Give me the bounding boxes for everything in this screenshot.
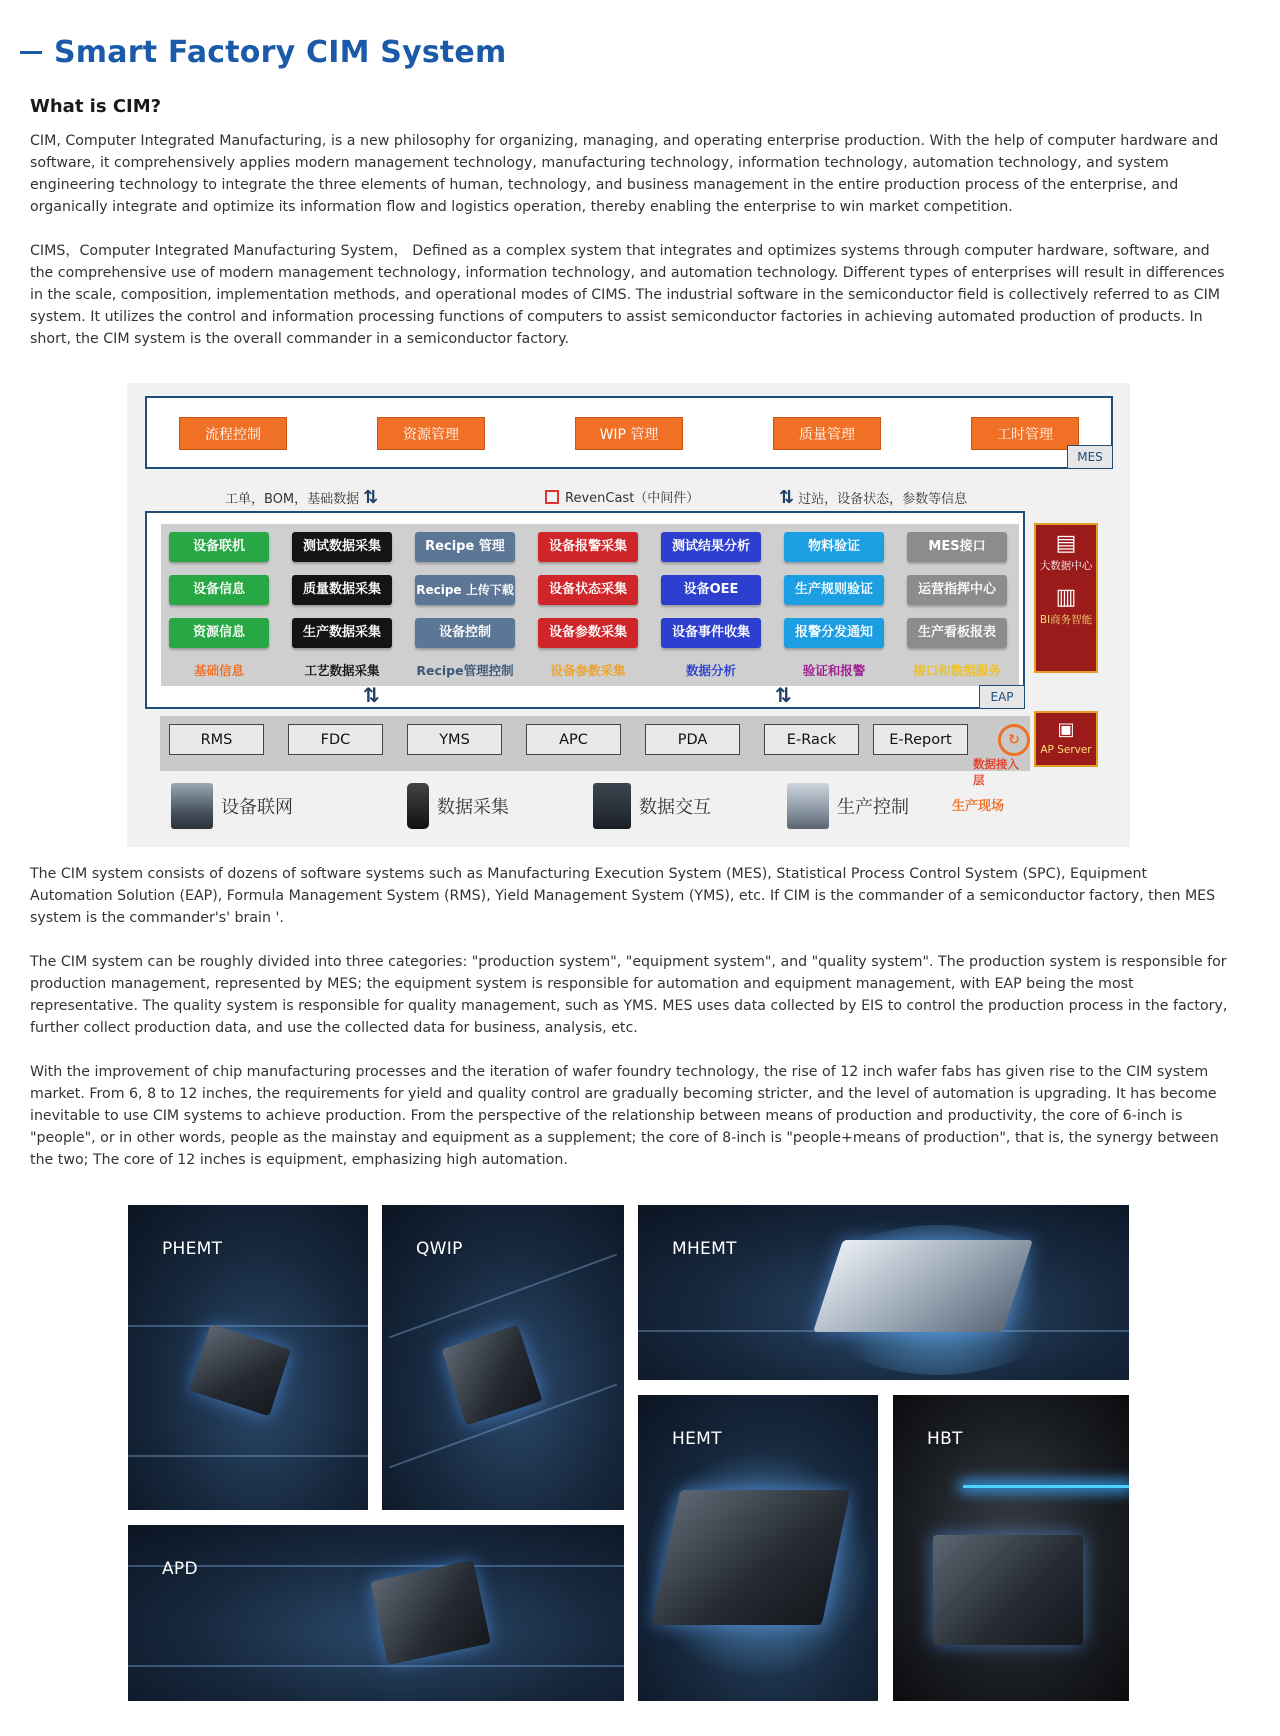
flow-text-center: RevenCast（中间件） xyxy=(565,491,700,506)
sync-icon: ↻ xyxy=(998,724,1030,756)
system-box: RMS xyxy=(169,724,264,755)
device-data-collection xyxy=(407,778,509,833)
eap-module: 设备报警采集 xyxy=(538,532,638,562)
paragraph-cim-market: With the improvement of chip manufacturing processes and the iteration of wafer foundry technology, the rise of 12 inch wafer fabs has given rise to the CIM system market. From 6, 8 to 12 inches, the requirements for yield and quality control are gradually becoming stricter, and the level of automation is upgrading. It has become inevitable to use CIM systems to achieve production. From the perspective of the relationship between means of production and productivity, the core of 6-inch is "people", or in other words, people as the mainstay and equipment as a supplement; the core of 8-inch is "people+means of production", that is, the synergy between the two; The core of 12 inches is equipment, emphasizing high automation. xyxy=(30,1064,1219,1168)
system-box: E-Rack xyxy=(764,724,859,755)
eap-module: 设备信息 xyxy=(169,575,269,605)
system-box: E-Report xyxy=(873,724,968,755)
mes-module: WIP 管理 xyxy=(575,417,683,450)
tile-label: APD xyxy=(162,1559,198,1579)
eap-module: Recipe 上传下载 xyxy=(415,575,515,605)
circuit-trace xyxy=(128,1665,624,1667)
flow-text-left: 工单，BOM，基础数据 xyxy=(225,492,360,507)
category-label: 基础信息 xyxy=(193,663,244,678)
updown-arrow-icon: ⇅ xyxy=(775,683,792,707)
chip-image xyxy=(370,1560,490,1665)
flow-label-center xyxy=(545,487,699,506)
equipment-icon xyxy=(171,783,213,829)
category-label: 接口和数据服务 xyxy=(913,663,1001,678)
category-label: Recipe管理控制 xyxy=(416,663,514,678)
machine-icon xyxy=(787,783,829,829)
eap-module: 生产数据采集 xyxy=(292,618,392,648)
system-box: APC xyxy=(526,724,621,755)
system-box: PDA xyxy=(645,724,740,755)
category-label: 设备参数采集 xyxy=(550,663,626,678)
chip-image xyxy=(813,1240,1033,1332)
eap-module: 质量数据采集 xyxy=(292,575,392,605)
data-access-layer xyxy=(160,716,1030,787)
eap-module: Recipe 管理 xyxy=(415,532,515,562)
database-icon: ▤ xyxy=(1055,531,1077,556)
eap-module: 设备状态采集 xyxy=(538,575,638,605)
ap-server-panel xyxy=(1034,711,1098,767)
updown-arrow-icon: ⇅ xyxy=(779,487,795,508)
updown-arrow-icon: ⇅ xyxy=(363,683,380,707)
paragraph-cim-categories: The CIM system can be roughly divided into three categories: "production system", "equipment system", and "quality system". The production system is responsible for production management, represented by MES; the equipment system is responsible for automation and equipment management, with EAP being the most representative. The quality system is responsible for quality management, such as YMS. MES uses data collected by EIS to control the production process in the factory, further collect production data, and use the collected data for business, analysis, etc. xyxy=(30,954,1228,1036)
bigdata-label: 大数据中心 xyxy=(1039,560,1093,572)
tile-label: PHEMT xyxy=(162,1239,223,1259)
image-phemt xyxy=(128,1205,368,1510)
chip-image xyxy=(933,1535,1083,1645)
handheld-terminal-icon xyxy=(407,783,429,829)
flow-text-right: 过站，设备状态，参数等信息 xyxy=(798,492,968,507)
tile-label: HEMT xyxy=(672,1429,722,1449)
ap-server-label: AP Server xyxy=(1040,744,1092,756)
image-mhemt xyxy=(638,1205,1129,1380)
page-header xyxy=(20,30,506,74)
device-data-exchange xyxy=(593,778,711,833)
eap-module-grid xyxy=(161,524,1019,686)
chip-image xyxy=(442,1325,543,1426)
intro-paragraph-cims: CIMS，Computer Integrated Manufacturing System， Defined as a complex system that integrates and optimizes systems through computer hardware, software, and the comprehensive use of modern management technology, information technology, and automation technology. Different types of enterprises will result in differences in the scale, composition, implementation methods, and operational modes of CIMS. The industrial software in the semiconductor field is collectively referred to as CIM system. It utilizes the control and information processing functions of computers to assist semiconductor factories in achieving automated production of products. In short, the CIM system is the overall commander in a semiconductor factory. xyxy=(30,243,1225,347)
chip-image xyxy=(652,1490,851,1625)
category-label: 数据分析 xyxy=(685,663,736,678)
tile-label: QWIP xyxy=(416,1239,463,1259)
eap-module: 测试数据采集 xyxy=(292,532,392,562)
mes-module: 资源管理 xyxy=(377,417,485,450)
system-box: FDC xyxy=(288,724,383,755)
tile-label: HBT xyxy=(927,1429,963,1449)
bi-chart-icon: ▥ xyxy=(1055,585,1077,610)
eap-module: 设备参数采集 xyxy=(538,618,638,648)
paragraph-cim-components: The CIM system consists of dozens of software systems such as Manufacturing Execution System (MES), Statistical Process Control System (SPC), Equipment Automation Solution (EAP), Formula Management System (RMS), Yield Management System (YMS), etc. If CIM is the commander of a semiconductor factory, then MES system is the commander's' brain '. xyxy=(30,866,1216,926)
light-streak xyxy=(963,1485,1129,1488)
chip-image xyxy=(189,1324,291,1417)
device-label: 数据交互 xyxy=(639,796,711,818)
circuit-trace xyxy=(389,1254,617,1339)
mes-module: 工时管理 xyxy=(971,417,1079,450)
control-panel-icon xyxy=(593,783,631,829)
eap-module: 运营指挥中心 xyxy=(907,575,1007,605)
flow-label-left xyxy=(225,487,382,508)
device-label: 设备联网 xyxy=(221,796,293,818)
device-label: 数据采集 xyxy=(437,796,509,818)
image-hbt xyxy=(893,1395,1129,1701)
eap-layer xyxy=(145,511,1025,709)
device-production-control xyxy=(787,778,909,833)
category-label: 工艺数据采集 xyxy=(304,663,380,678)
field-label: 生产现场 xyxy=(952,799,1005,814)
mes-tag: MES xyxy=(1067,445,1113,469)
eap-module: MES接口 xyxy=(907,532,1007,562)
cim-architecture-diagram xyxy=(127,383,1130,847)
mes-layer xyxy=(145,396,1113,469)
eap-tag: EAP xyxy=(979,685,1025,709)
revencast-icon xyxy=(545,490,559,504)
eap-module: 设备事件收集 xyxy=(661,618,761,648)
mes-module: 质量管理 xyxy=(773,417,881,450)
device-label: 生产控制 xyxy=(837,796,909,818)
circuit-trace xyxy=(128,1565,624,1567)
eap-module: 测试结果分析 xyxy=(661,532,761,562)
system-box: YMS xyxy=(407,724,502,755)
eap-module: 设备联机 xyxy=(169,532,269,562)
intro-paragraph-cim: CIM, Computer Integrated Manufacturing, is a new philosophy for organizing, managing, and operating enterprise production. With the help of computer hardware and software, it comprehensively applies modern management technology, manufacturing technology, information technology, automation technology, and system engineering technology to integrate the three elements of human, technology, and business management in the entire production process of the enterprise, and organically integrate and optimize its information flow and logistics operation, thereby enabling the enterprise to win market competition. xyxy=(30,133,1219,215)
section-heading: What is CIM? xyxy=(30,96,162,117)
updown-arrow-icon: ⇅ xyxy=(363,487,379,508)
mes-module: 流程控制 xyxy=(179,417,287,450)
image-hemt xyxy=(638,1395,878,1701)
circuit-trace xyxy=(128,1325,368,1327)
data-access-label: 数据接入层 xyxy=(973,757,1019,787)
eap-module: 设备控制 xyxy=(415,618,515,648)
image-qwip xyxy=(382,1205,624,1510)
server-icon: ▣ xyxy=(1057,719,1075,740)
category-label: 验证和报警 xyxy=(802,663,866,678)
eap-module: 生产看板报表 xyxy=(907,618,1007,648)
bi-label: BI商务智能 xyxy=(1039,614,1093,626)
eap-module: 设备OEE xyxy=(661,575,761,605)
flow-label-right xyxy=(775,487,967,508)
bigdata-panel xyxy=(1034,523,1098,673)
eap-module: 物料验证 xyxy=(784,532,884,562)
device-networking xyxy=(171,778,293,833)
tile-label: MHEMT xyxy=(672,1239,737,1259)
page-title: Smart Factory CIM System xyxy=(54,34,507,70)
eap-module: 报警分发通知 xyxy=(784,618,884,648)
title-dash xyxy=(20,51,42,54)
circuit-trace xyxy=(128,1455,368,1457)
image-apd xyxy=(128,1525,624,1701)
eap-module: 资源信息 xyxy=(169,618,269,648)
eap-module: 生产规则验证 xyxy=(784,575,884,605)
